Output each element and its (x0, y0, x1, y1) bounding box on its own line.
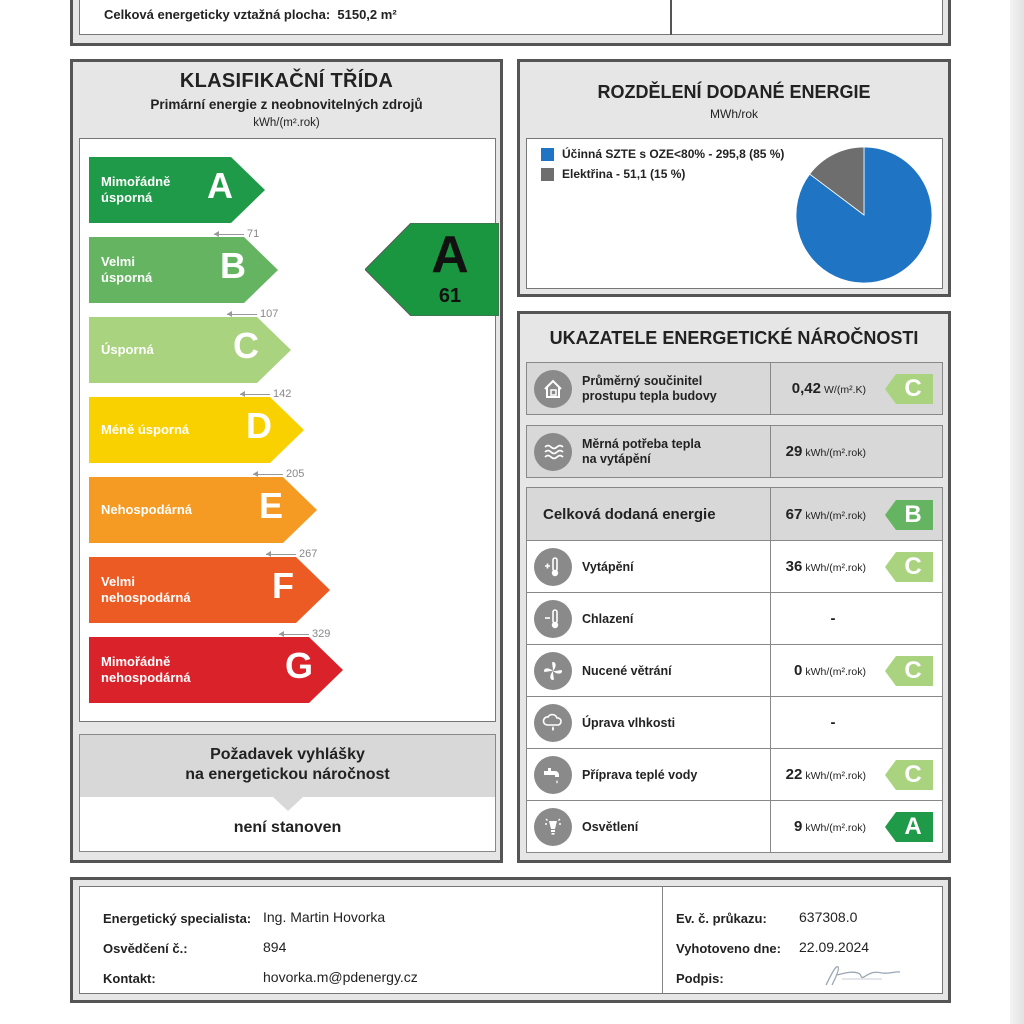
band-label (101, 477, 192, 543)
limit-value: 329 (312, 628, 331, 640)
legend-label: Účinná SZTE s OZE<80% - 295,8 (85 %) (562, 147, 785, 161)
indicator-name: Nucené větrání (582, 664, 672, 678)
band-label (101, 557, 191, 623)
cloud-drop-icon (534, 704, 572, 742)
class-tag-letter: C (904, 553, 922, 580)
band-label-line1: Úsporná (101, 342, 154, 357)
requirement-value: není stanoven (233, 819, 342, 836)
certificate-value: 894 (263, 939, 287, 955)
indicator-row-cooling (526, 592, 943, 645)
band-label-line1: Mimořádně (101, 174, 171, 189)
indicator-row-humidity (526, 696, 943, 749)
band-letter: B (220, 245, 246, 286)
ev-number-label: Ev. č. průkazu: (676, 911, 767, 926)
value: 36 (785, 558, 803, 575)
requirement-title-line2: na energetickou náročnost (185, 766, 390, 783)
indicator-name (582, 374, 717, 404)
indicator-name: Úprava vlhkosti (582, 716, 676, 730)
indicator-name-line2: prostupu tepla budovy (582, 389, 717, 403)
indicator-row-u-value (526, 362, 943, 415)
class-tag (885, 656, 933, 686)
signature-label: Podpis: (676, 971, 724, 986)
rating-letter: A (431, 226, 469, 284)
faucet-icon (534, 756, 572, 794)
indicator-name (582, 437, 701, 467)
reference-area (104, 7, 397, 22)
light-bulb-icon (534, 808, 572, 846)
limit-value: 71 (247, 228, 260, 240)
date-value: 22.09.2024 (799, 939, 870, 955)
band-label-line1: Méně úsporná (101, 422, 190, 437)
unit: kWh/(m².rok) (805, 562, 866, 574)
class-tag (885, 812, 933, 842)
band-label (101, 397, 189, 463)
limit-arrow (240, 394, 270, 395)
ev-number-value: 637308.0 (799, 909, 858, 925)
date-label: Vyhotoveno dne: (676, 941, 781, 956)
contact-label: Kontakt: (103, 971, 156, 986)
limit-value: 205 (286, 468, 305, 480)
band-letter: C (233, 325, 259, 366)
footer-panel (70, 877, 951, 1003)
band-letter: A (207, 165, 233, 206)
value: 22 (785, 766, 803, 783)
limit-value: 107 (260, 308, 279, 320)
requirement-pointer (273, 797, 303, 811)
band-letter: G (285, 645, 314, 686)
class-band-g (89, 637, 343, 703)
signature (822, 959, 902, 989)
indicator-row-lighting (526, 800, 943, 853)
band-label-line1: Nehospodárná (101, 502, 193, 517)
reference-area-value: 5150,2 m² (337, 7, 397, 22)
class-band-d (89, 397, 304, 463)
classification-subtitle: Primární energie z neobnovitelných zdrojů (150, 97, 423, 112)
indicator-name-line1: Průměrný součinitel (582, 374, 703, 388)
building-info-inner (79, 0, 943, 35)
band-label-line2: nehospodárná (101, 670, 191, 685)
band-letter: D (246, 405, 272, 446)
indicator-value (770, 380, 866, 397)
indicator-value (770, 558, 866, 575)
reference-area-label: Celková energeticky vztažná plocha: (104, 7, 331, 22)
class-tag (885, 374, 933, 404)
certificate-label: Osvědčení č.: (103, 941, 188, 956)
band-label-line2: úsporná (101, 190, 153, 205)
classification-unit: kWh/(m².rok) (253, 117, 320, 129)
legend-swatch (541, 148, 554, 161)
requirement-title (80, 735, 495, 797)
thermometer-minus-icon (534, 600, 572, 638)
indicator-row-heating (526, 540, 943, 593)
house-icon (534, 370, 572, 408)
indicator-row-ventilation (526, 644, 943, 697)
class-tag (885, 552, 933, 582)
band-label-line1: Velmi (101, 254, 135, 269)
indicator-row-hot-water (526, 748, 943, 801)
value: 29 (785, 443, 803, 460)
band-label-line1: Velmi (101, 574, 135, 589)
pie-chart (795, 146, 933, 284)
value: 67 (785, 506, 803, 523)
rating-value: 61 (438, 285, 462, 307)
class-band-b (89, 237, 278, 303)
indicator-row-heat-demand (526, 425, 943, 478)
value: 0 (793, 662, 803, 679)
class-tag-letter: C (904, 375, 922, 402)
band-label-line2: úsporná (101, 270, 153, 285)
limit-arrow (214, 234, 244, 235)
divider (670, 0, 672, 35)
indicator-value (770, 506, 866, 523)
limit-arrow (253, 474, 283, 475)
class-tag-letter: B (904, 501, 922, 528)
specialist-label: Energetický specialista: (103, 911, 252, 926)
building-info-box (70, 0, 951, 46)
indicator-name-line2: na vytápění (582, 452, 651, 466)
fan-icon (534, 652, 572, 690)
indicator-value (770, 443, 866, 460)
indicator-value: - (830, 610, 836, 627)
class-tag-letter: C (904, 657, 922, 684)
unit: kWh/(m².rok) (805, 666, 866, 678)
indicator-name: Celková dodaná energie (543, 506, 716, 523)
indicator-name: Příprava teplé vody (582, 768, 698, 782)
page-edge (1010, 0, 1024, 1024)
unit: kWh/(m².rok) (805, 510, 866, 522)
indicator-value (770, 818, 866, 835)
band-label (101, 637, 191, 703)
legend-label: Elektřina - 51,1 (15 %) (562, 167, 686, 181)
indicator-value (770, 662, 866, 679)
footer-inner (79, 886, 943, 994)
indicator-name: Vytápění (582, 560, 634, 574)
unit: kWh/(m².rok) (805, 770, 866, 782)
class-band-f (89, 557, 330, 623)
limit-arrow (279, 634, 309, 635)
band-letter: E (259, 485, 284, 526)
band-label (101, 157, 170, 223)
legend-item-district-heating (541, 147, 784, 161)
energy-distribution-panel (517, 59, 951, 297)
specialist-value: Ing. Martin Hovorka (263, 909, 386, 925)
classification-panel (70, 59, 503, 863)
class-band-e (89, 477, 317, 543)
band-label (101, 317, 154, 383)
class-tag-letter: C (904, 761, 922, 788)
unit: kWh/(m².rok) (805, 822, 866, 834)
requirement-title-line1: Požadavek vyhlášky (210, 746, 365, 763)
indicator-row-total-energy (526, 487, 943, 541)
unit: W/(m².K) (824, 384, 866, 396)
band-label-line1: Mimořádně (101, 654, 171, 669)
distribution-chart (526, 138, 943, 289)
legend-swatch (541, 168, 554, 181)
class-band-a (89, 157, 265, 223)
class-scale (79, 138, 496, 722)
heat-waves-icon (534, 433, 572, 471)
limit-arrow (266, 554, 296, 555)
class-tag-letter: A (904, 813, 922, 840)
unit: kWh/(m².rok) (805, 447, 866, 459)
indicators-panel (517, 311, 951, 863)
legend-item-electricity (541, 167, 685, 181)
limit-arrow (227, 314, 257, 315)
distribution-unit: MWh/rok (710, 107, 758, 121)
limit-value: 142 (273, 388, 292, 400)
band-label-line2: nehospodárná (101, 590, 191, 605)
class-band-c (89, 317, 291, 383)
thermometer-plus-icon (534, 548, 572, 586)
indicator-name: Chlazení (582, 612, 634, 626)
limit-value: 267 (299, 548, 318, 560)
contact-value: hovorka.m@pdenergy.cz (263, 969, 418, 985)
indicator-name-line1: Měrná potřeba tepla (582, 437, 701, 451)
indicator-name: Osvětlení (582, 820, 639, 834)
band-label (101, 237, 152, 303)
class-tag (885, 760, 933, 790)
indicators-title: UKAZATELE ENERGETICKÉ NÁROČNOSTI (549, 328, 919, 348)
class-tag (885, 500, 933, 530)
distribution-title: ROZDĚLENÍ DODANÉ ENERGIE (597, 82, 871, 102)
requirement-box (79, 734, 496, 852)
band-letter: F (272, 565, 294, 606)
indicator-value (770, 766, 866, 783)
value: 0,42 (791, 380, 821, 397)
value: 9 (793, 818, 803, 835)
classification-title: KLASIFIKAČNÍ TŘÍDA (179, 70, 394, 92)
divider (662, 887, 663, 993)
indicator-value: - (830, 714, 836, 731)
